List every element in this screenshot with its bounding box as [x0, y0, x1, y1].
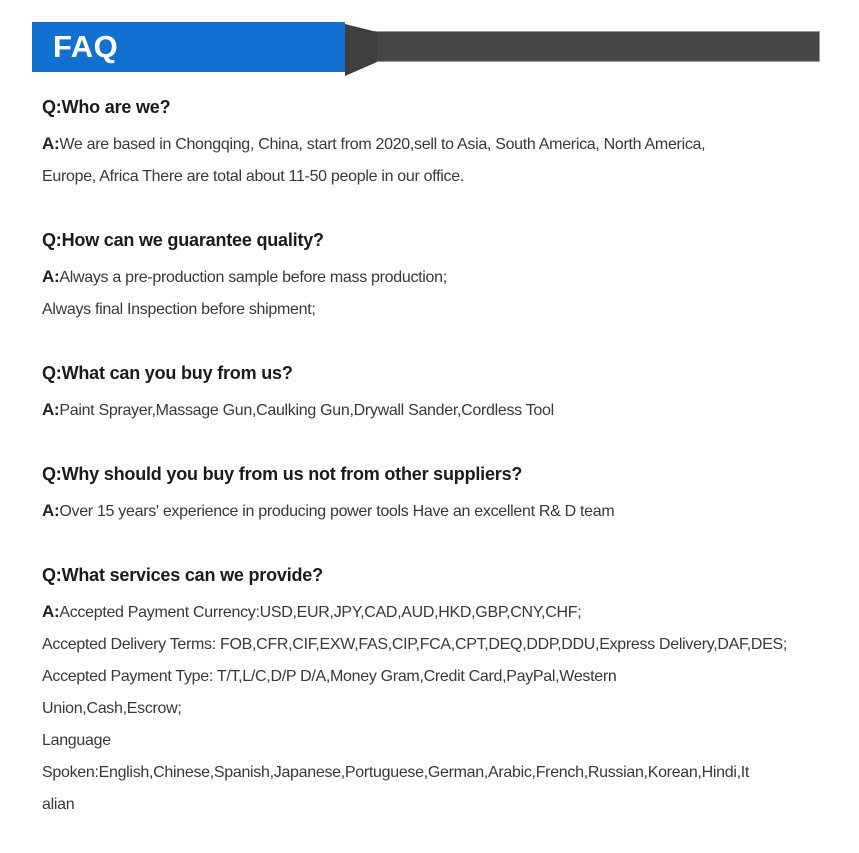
answer-text: Spoken:English,Chinese,Spanish,Japanese,Portuguese,German,Arabic,French,Russian,Korean,Hindi,It [42, 764, 750, 781]
answer-text: Accepted Delivery Terms: FOB,CFR,CIF,EXW,FAS,CIP,FCA,CPT,DEQ,DDP,DDU,Express Delivery,DAF,DES; [42, 636, 788, 653]
faq-section [42, 358, 842, 426]
faq-question: Q:Who are we? [42, 97, 171, 117]
faq-section [42, 560, 842, 820]
faq-section [42, 225, 842, 325]
faq-banner [32, 22, 345, 72]
faq-section [42, 92, 842, 192]
answer-text: alian [42, 796, 75, 813]
faq-answer-line [42, 660, 842, 692]
answer-text: Union,Cash,Escrow; [42, 700, 182, 717]
answer-text: Accepted Payment Currency:USD,EUR,JPY,CAD,AUD,HKD,GBP,CNY,CHF; [59, 604, 582, 621]
faq-question: Q:How can we guarantee quality? [42, 230, 324, 250]
answer-text: Accepted Payment Type: T/T,L/C,D/P D/A,Money Gram,Credit Card,PayPal,Western [42, 668, 617, 685]
answer-text: Over 15 years' experience in producing power tools Have an excellent R& D team [59, 503, 615, 520]
answer-text: Always a pre-production sample before mass production; [59, 269, 447, 286]
faq-answer-line [42, 628, 842, 660]
faq-answer-line [42, 596, 842, 628]
answer-text: Paint Sprayer,Massage Gun,Caulking Gun,Drywall Sander,Cordless Tool [59, 402, 554, 419]
faq-answer-line [42, 788, 842, 820]
answer-prefix: A: [42, 267, 60, 286]
faq-question: Q:What can you buy from us? [42, 363, 293, 383]
faq-answer-line [42, 128, 842, 160]
answer-prefix: A: [42, 400, 60, 419]
faq-question: Q:Why should you buy from us not from other suppliers? [42, 464, 523, 484]
faq-answer-line [42, 724, 842, 756]
faq-question: Q:What services can we provide? [42, 565, 323, 585]
faq-content [42, 92, 842, 853]
faq-section [42, 459, 842, 527]
answer-prefix: A: [42, 501, 60, 520]
answer-text: Europe, Africa There are total about 11-50 people in our office. [42, 168, 464, 185]
answer-prefix: A: [42, 134, 60, 153]
answer-text: We are based in Chongqing, China, start from 2020,sell to Asia, South America, North America, [59, 136, 706, 153]
answer-text: Always final Inspection before shipment; [42, 301, 316, 318]
answer-prefix: A: [42, 602, 60, 621]
faq-answer-line [42, 692, 842, 724]
ribbon-chamfer [345, 24, 377, 76]
faq-banner-title: FAQ [53, 29, 119, 64]
faq-answer-line [42, 394, 842, 426]
faq-answer-line [42, 160, 842, 192]
ribbon-bar [370, 31, 820, 62]
faq-answer-line [42, 293, 842, 325]
faq-answer-line [42, 495, 842, 527]
answer-text: Language [42, 732, 111, 749]
faq-answer-line [42, 261, 842, 293]
faq-answer-line [42, 756, 842, 788]
